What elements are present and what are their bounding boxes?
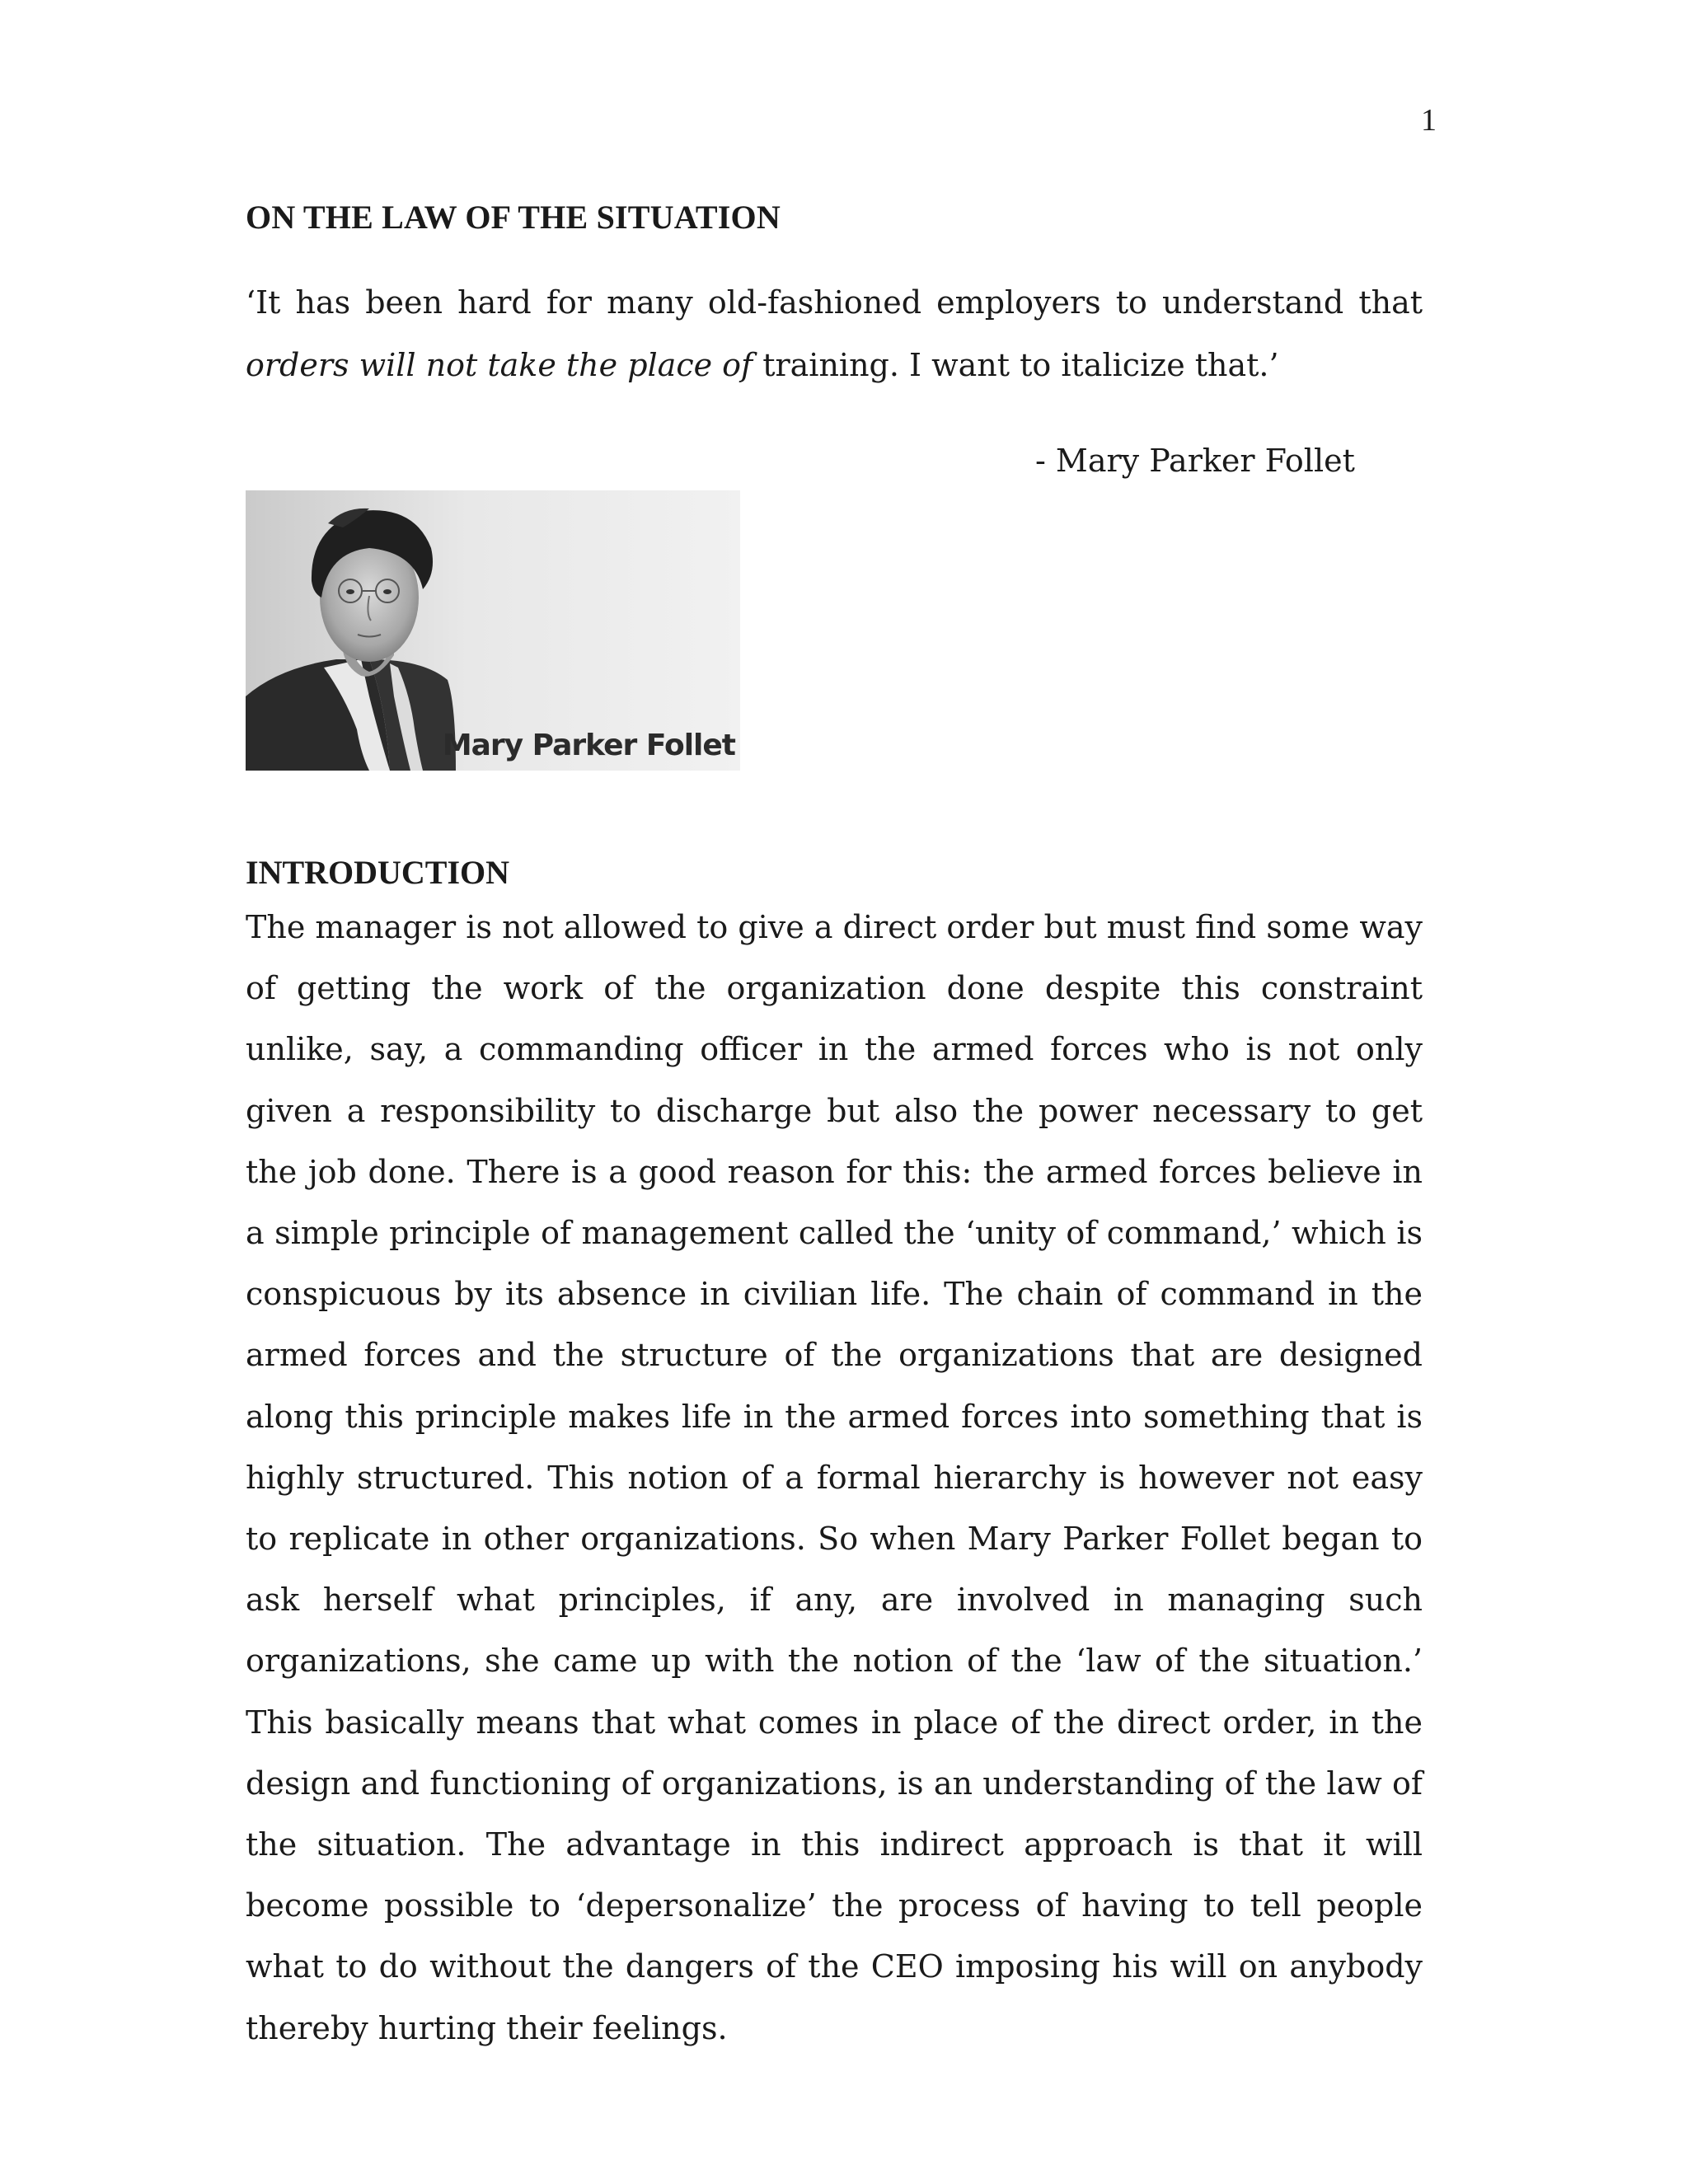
epigraph-text-start: ‘It has been hard for many old-fashioned employers to understand that	[246, 284, 1423, 321]
document-title: ON THE LAW OF THE SITUATION	[246, 199, 781, 236]
introduction-paragraph: The manager is not allowed to give a direct order but must find some way of getting the work of the organization done despite this constraint unlike, say, a commanding officer in the armed forces who is not only given a responsibility to discharge but also the power necessary to get the job done. There is a good reason for this: the armed forces believe in a simple principle of management called the ‘unity of command,’ which is conspicuous by its absence in civilian life. The chain of command in the armed forces and the structure of the organizations that are designed along this principle makes life in the armed forces into something that is highly structured. This notion of a formal hierarchy is however not easy to replicate in other organizations. So when Mary Parker Follet began to ask herself what principles, if any, are involved in managing such organizations, she came up with the notion of the ‘law of the situation.’ This basically means that what comes in place of the direct order, in the design and functioning of organizations, is an understanding of the law of the situation. The advantage in this indirect approach is that it will become possible to ‘depersonalize’ the process of having to tell people what to do without the dangers of the CEO imposing his will on anybody thereby hurting their feelings.	[246, 909, 1423, 2046]
portrait-image	[246, 490, 740, 771]
epigraph-attribution: - Mary Parker Follet	[1035, 443, 1355, 479]
document-body	[246, 198, 1423, 2059]
epigraph-text-end: training. I want to italicize that.’	[753, 347, 1279, 383]
section-heading-introduction: INTRODUCTION	[246, 854, 510, 891]
portrait-caption: Mary Parker Follet	[442, 729, 735, 762]
page-number: 1	[1421, 103, 1437, 138]
epigraph-italic-text: orders will not take the place of	[246, 347, 753, 383]
epigraph-quote	[246, 271, 1423, 396]
